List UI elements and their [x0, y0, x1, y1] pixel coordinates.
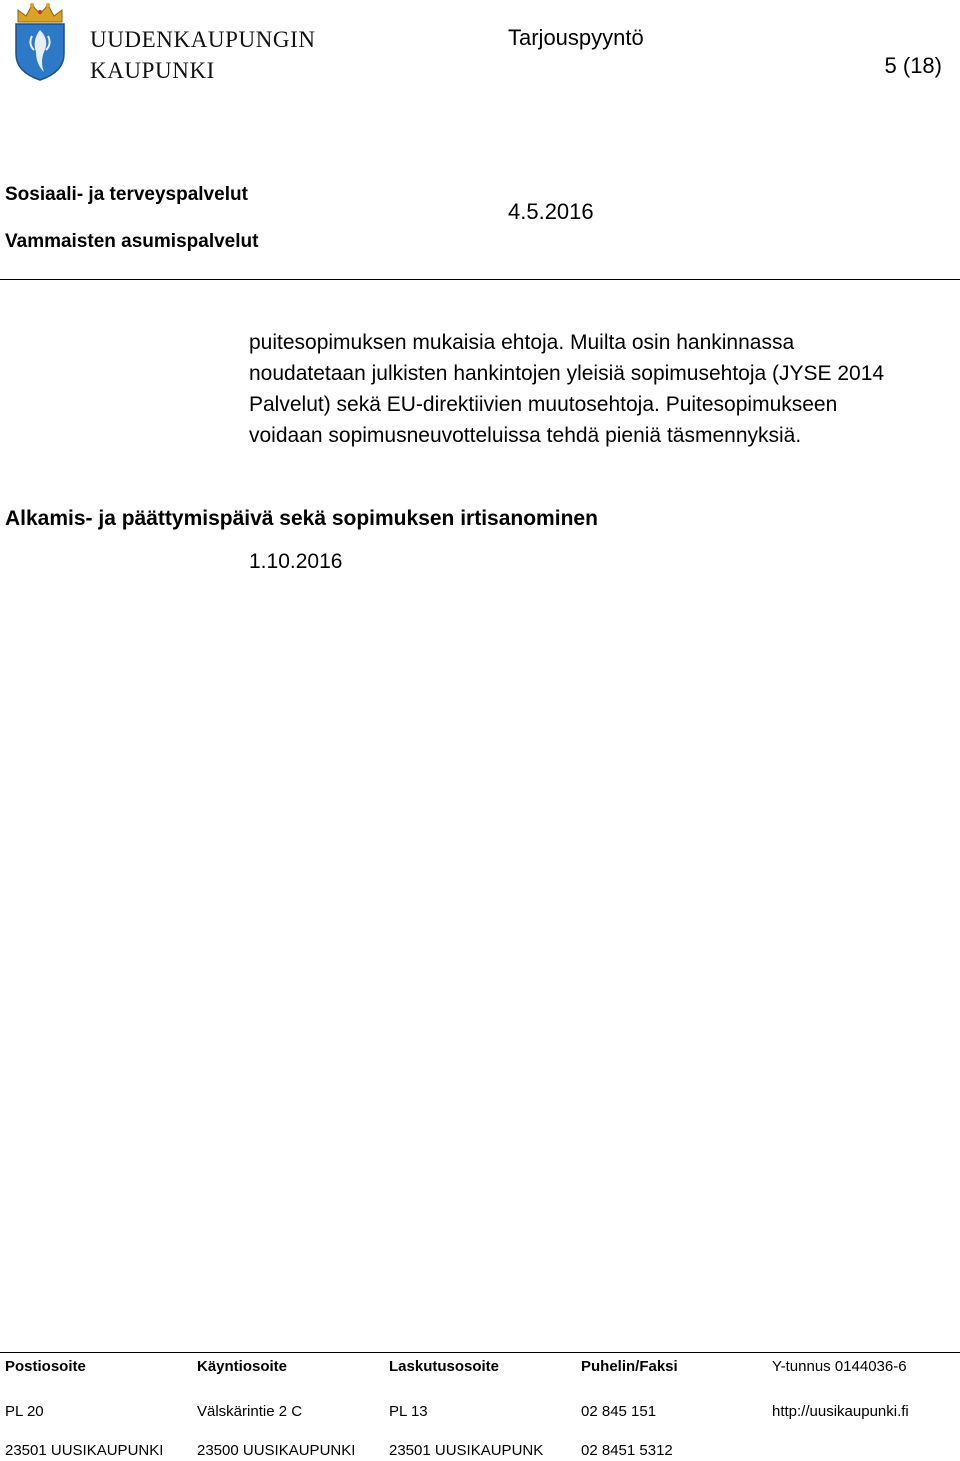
business-id: Y-tunnus 0144036-6 — [772, 1358, 907, 1375]
coat-of-arms-icon — [10, 2, 70, 82]
organization-name — [90, 24, 316, 86]
start-date: 1.10.2016 — [249, 550, 343, 573]
paragraph-line: noudatetaan julkisten hankintojen yleisiä sopimusehtoja (JYSE 2014 — [249, 362, 885, 385]
footer-value: PL 13 — [389, 1403, 428, 1420]
footer-value: 23500 UUSIKAUPUNKI — [197, 1442, 356, 1459]
organization-name-line2: KAUPUNKI — [90, 58, 215, 83]
document-date: 4.5.2016 — [508, 199, 594, 224]
department-name: Sosiaali- ja terveyspalvelut — [5, 184, 248, 205]
section-heading: Alkamis- ja päättymispäivä sekä sopimuksen irtisanominen — [5, 507, 598, 530]
footer-value: 23501 UUSIKAUPUNKI — [5, 1442, 164, 1459]
paragraph-line: Palvelut) sekä EU-direktiivien muutosehtoja. Puitesopimukseen — [249, 393, 838, 416]
footer-heading: Laskutusosoite — [389, 1358, 500, 1375]
body-paragraph — [249, 327, 949, 451]
city-coat-of-arms-logo — [10, 2, 70, 82]
page-number: 5 (18) — [884, 53, 942, 78]
footer-heading: Käyntiosoite — [197, 1358, 288, 1375]
organization-name-line1: UUDENKAUPUNGIN — [90, 27, 316, 52]
footer-heading: Postiosoite — [5, 1358, 86, 1375]
paragraph-line: puitesopimuksen mukaisia ehtoja. Muilta osin hankinnassa — [249, 331, 795, 354]
footer-value: 02 845 151 — [581, 1403, 657, 1420]
footer-value: 23501 UUSIKAUPUNK — [389, 1442, 544, 1459]
footer-value: PL 20 — [5, 1403, 44, 1420]
header-divider — [0, 279, 960, 280]
unit-name: Vammaisten asumispalvelut — [5, 231, 259, 252]
document-type: Tarjouspyyntö — [508, 25, 644, 50]
website-link[interactable]: http://uusikaupunki.fi — [772, 1403, 909, 1420]
footer-heading: Puhelin/Faksi — [581, 1358, 678, 1375]
footer-divider — [0, 1352, 960, 1353]
footer-value: 02 8451 5312 — [581, 1442, 673, 1459]
paragraph-line: voidaan sopimusneuvotteluissa tehdä pieniä täsmennyksiä. — [249, 424, 802, 447]
footer-value: Välskärintie 2 C — [197, 1403, 303, 1420]
